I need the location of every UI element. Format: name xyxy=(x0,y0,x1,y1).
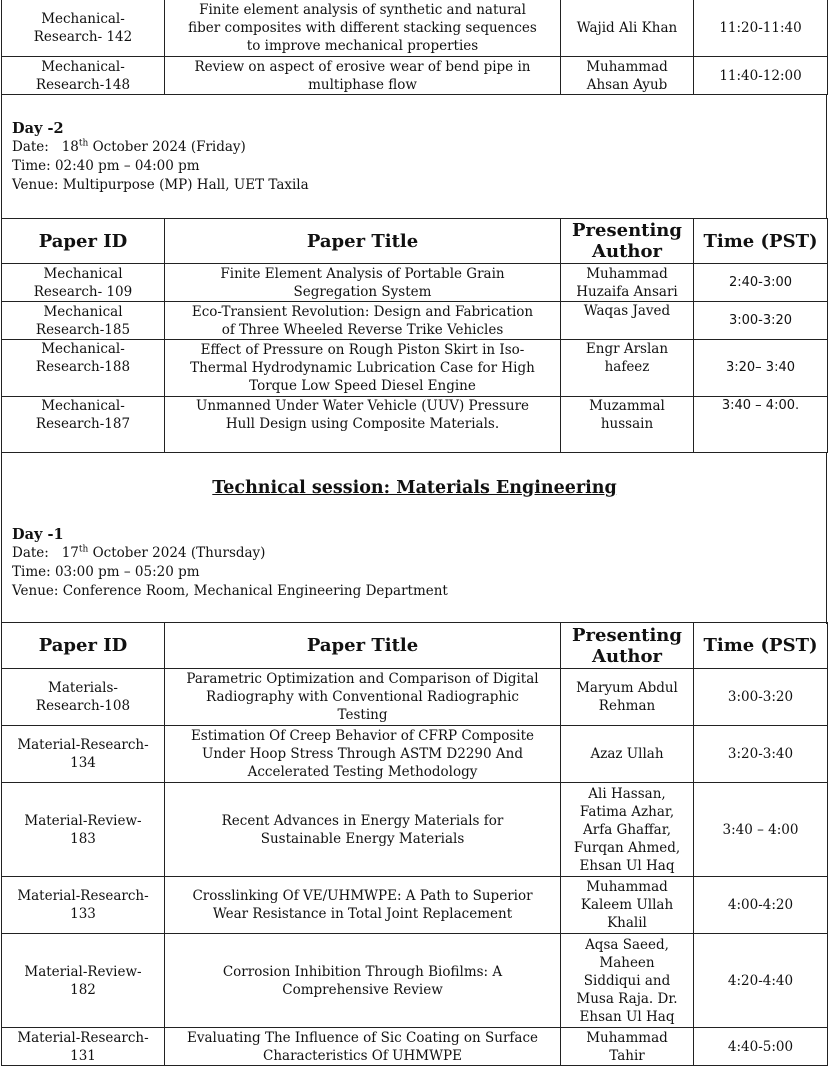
paper-id-cell: Material-Research- 131 xyxy=(2,1028,165,1066)
paper-title-cell: Evaluating The Influence of Sic Coating on Surface Characteristics Of UHMWPE xyxy=(165,1028,561,1066)
paper-id-cell: Mechanical- Research-188 xyxy=(2,340,165,397)
paper-id-cell: Materials- Research-108 xyxy=(2,669,165,726)
time-cell: 3:00-3:20 xyxy=(694,302,828,340)
day-label: Day -2 xyxy=(12,120,64,137)
date-label: Date: xyxy=(12,545,49,561)
mechanical-day1-table-continuation xyxy=(1,0,828,95)
table-row xyxy=(2,57,828,95)
time-cell: 3:00-3:20 xyxy=(694,669,828,726)
table-row xyxy=(2,397,828,453)
date-suffix: th xyxy=(78,544,89,555)
author-cell: Engr Arslan hafeez xyxy=(561,340,694,397)
header-presenting-author: Presenting Author xyxy=(561,219,694,264)
header-paper-title: Paper Title xyxy=(165,623,561,669)
time-cell: 3:20-3:40 xyxy=(694,726,828,783)
paper-title-cell: Effect of Pressure on Rough Piston Skirt in Iso- Thermal Hydrodynamic Lubrication Case for High Torque Low Speed Diesel Engine xyxy=(165,340,561,397)
table-row xyxy=(2,783,828,877)
mechanical-day2-info xyxy=(12,119,309,195)
header-paper-id: Paper ID xyxy=(2,623,165,669)
table-row xyxy=(2,934,828,1028)
author-cell: Muhammad Ahsan Ayub xyxy=(561,57,694,95)
table-row xyxy=(2,669,828,726)
paper-title-cell: Corrosion Inhibition Through Biofilms: A Comprehensive Review xyxy=(165,934,561,1028)
frame-right-line xyxy=(826,94,827,219)
table-row xyxy=(2,340,828,397)
author-cell: Aqsa Saeed, Maheen Siddiqui and Musa Raja. Dr. Ehsan Ul Haq xyxy=(561,934,694,1028)
paper-title-cell: Recent Advances in Energy Materials for Sustainable Energy Materials xyxy=(165,783,561,877)
day-label: Day -1 xyxy=(12,526,64,543)
time-line: Time: 03:00 pm – 05:20 pm xyxy=(12,564,200,580)
paper-title-cell: Review on aspect of erosive wear of bend pipe in multiphase flow xyxy=(165,57,561,95)
author-cell: Muzammal hussain xyxy=(561,397,694,453)
table-header-row xyxy=(2,623,828,669)
paper-id-cell: Mechanical- Research-148 xyxy=(2,57,165,95)
date-label: Date: xyxy=(12,139,49,155)
materials-session-heading: Technical session: Materials Engineering xyxy=(212,478,617,498)
time-line: Time: 02:40 pm – 04:00 pm xyxy=(12,158,200,174)
table-row xyxy=(2,302,828,340)
materials-day1-table xyxy=(1,622,828,1066)
table-row xyxy=(2,726,828,783)
header-presenting-author: Presenting Author xyxy=(561,623,694,669)
venue-line: Venue: Multipurpose (MP) Hall, UET Taxila xyxy=(12,177,309,193)
date-rest: October 2024 (Friday) xyxy=(88,139,246,155)
time-cell: 2:40-3:00 xyxy=(694,264,828,302)
date-line xyxy=(12,138,309,157)
author-cell: Azaz Ullah xyxy=(561,726,694,783)
paper-id-cell: Mechanical Research- 109 xyxy=(2,264,165,302)
header-time: Time (PST) xyxy=(694,623,828,669)
date-line xyxy=(12,544,448,563)
author-cell: Muhammad Huzaifa Ansari xyxy=(561,264,694,302)
mechanical-day2-table xyxy=(1,218,828,453)
paper-title-cell: Parametric Optimization and Comparison of Digital Radiography with Conventional Radiographic Testing xyxy=(165,669,561,726)
header-paper-title: Paper Title xyxy=(165,219,561,264)
paper-id-cell: Mechanical- Research-187 xyxy=(2,397,165,453)
time-cell: 4:00-4:20 xyxy=(694,877,828,934)
date-day: 18 xyxy=(61,139,79,155)
table-row xyxy=(2,877,828,934)
date-suffix: th xyxy=(78,138,89,149)
time-cell: 3:40 – 4:00 xyxy=(694,783,828,877)
header-time: Time (PST) xyxy=(694,219,828,264)
author-cell: Muhammad Tahir xyxy=(561,1028,694,1066)
paper-title-cell: Estimation Of Creep Behavior of CFRP Composite Under Hoop Stress Through ASTM D2290 And Accelerated Testing Methodology xyxy=(165,726,561,783)
paper-id-cell: Material-Review- 183 xyxy=(2,783,165,877)
table-header-row xyxy=(2,219,828,264)
table-row xyxy=(2,264,828,302)
paper-title-cell: Eco-Transient Revolution: Design and Fabrication of Three Wheeled Reverse Trike Vehicles xyxy=(165,302,561,340)
paper-id-cell: Material-Research- 134 xyxy=(2,726,165,783)
date-day: 17 xyxy=(61,545,79,561)
materials-day1-info xyxy=(12,525,448,601)
paper-title-cell: Unmanned Under Water Vehicle (UUV) Pressure Hull Design using Composite Materials. xyxy=(165,397,561,453)
paper-id-cell: Mechanical- Research- 142 xyxy=(2,0,165,57)
venue-line: Venue: Conference Room, Mechanical Engineering Department xyxy=(12,583,448,599)
time-cell: 11:40-12:00 xyxy=(694,57,828,95)
frame-left-line xyxy=(1,94,2,219)
table-row xyxy=(2,1028,828,1066)
author-cell: Maryum Abdul Rehman xyxy=(561,669,694,726)
time-cell: 4:40-5:00 xyxy=(694,1028,828,1066)
time-cell: 4:20-4:40 xyxy=(694,934,828,1028)
paper-id-cell: Material-Research- 133 xyxy=(2,877,165,934)
time-cell: 11:20-11:40 xyxy=(694,0,828,57)
header-paper-id: Paper ID xyxy=(2,219,165,264)
date-rest: October 2024 (Thursday) xyxy=(88,545,266,561)
paper-title-cell: Finite element analysis of synthetic and natural fiber composites with different stacking sequences to improve mechanical properties xyxy=(165,0,561,57)
author-cell: Waqas Javed xyxy=(561,302,694,340)
paper-id-cell: Material-Review- 182 xyxy=(2,934,165,1028)
paper-id-cell: Mechanical Research-185 xyxy=(2,302,165,340)
paper-title-cell: Finite Element Analysis of Portable Grain Segregation System xyxy=(165,264,561,302)
time-cell: 3:40 – 4:00. xyxy=(694,397,828,453)
author-cell: Ali Hassan, Fatima Azhar, Arfa Ghaffar, Furqan Ahmed, Ehsan Ul Haq xyxy=(561,783,694,877)
paper-title-cell: Crosslinking Of VE/UHMWPE: A Path to Superior Wear Resistance in Total Joint Replacement xyxy=(165,877,561,934)
time-cell: 3:20– 3:40 xyxy=(694,340,828,397)
table-row xyxy=(2,0,828,57)
author-cell: Muhammad Kaleem Ullah Khalil xyxy=(561,877,694,934)
author-cell: Wajid Ali Khan xyxy=(561,0,694,57)
